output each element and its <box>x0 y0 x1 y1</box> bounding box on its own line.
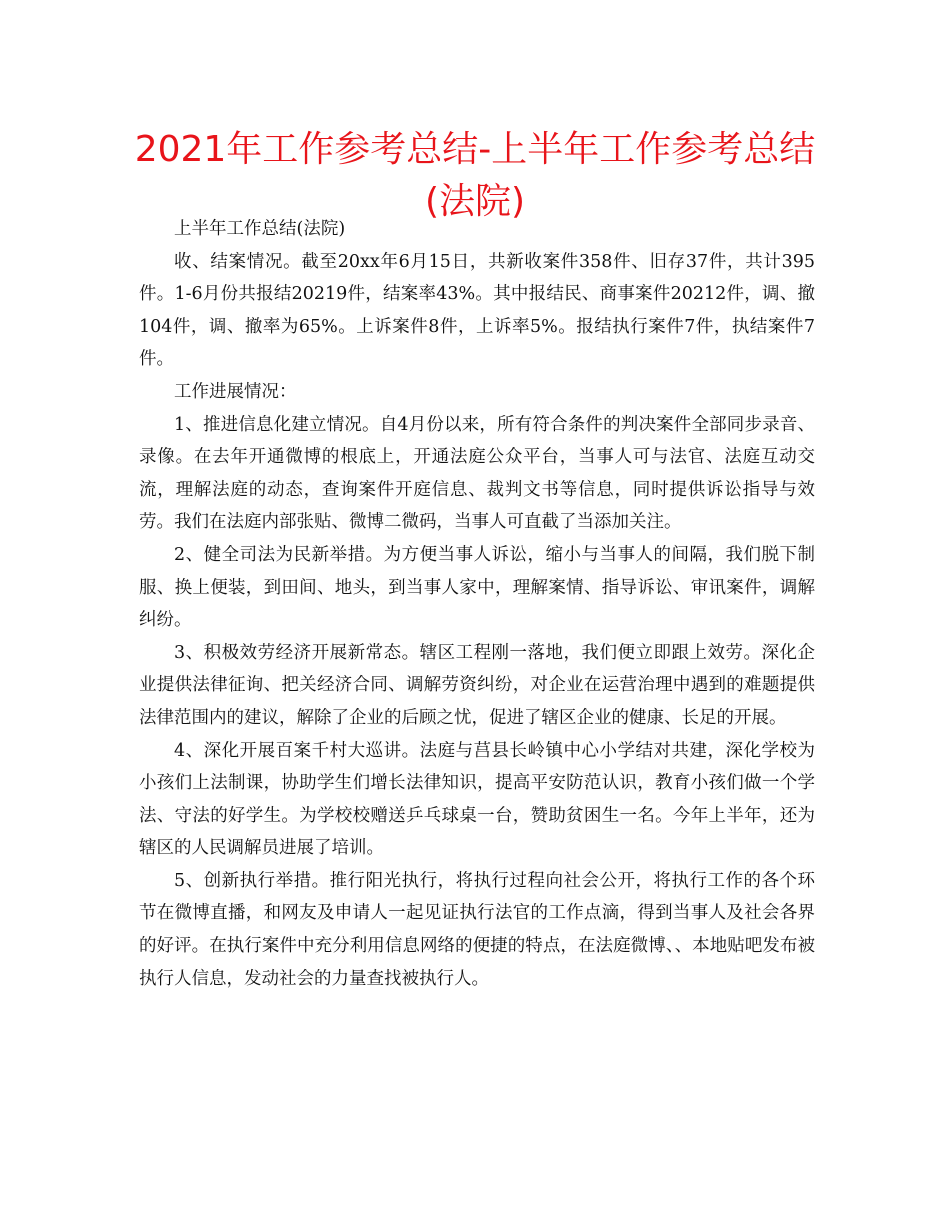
document-body <box>139 213 815 995</box>
paragraph-item-3: 3、积极效劳经济开展新常态。辖区工程刚一落地，我们便立即跟上效劳。深化企业提供法律征询、把关经济合同、调解劳资纠纷，对企业在运营治理中遇到的难题提供法律范围内的建议，解除了企业的后顾之忧，促进了辖区企业的健康、长足的开展。 <box>139 642 815 728</box>
paragraph-progress-heading: 工作进展情况： <box>174 381 297 402</box>
paragraph-item-5: 5、创新执行举措。推行阳光执行，将执行过程向社会公开，将执行工作的各个环节在微博直播，和网友及申请人一起见证执行法官的工作点滴，得到当事人及社会各界的好评。在执行案件中充分利用信息网络的便捷的特点，在法庭微博、、本地贴吧发布被执行人信息，发动社会的力量查找被执行人。 <box>139 870 815 989</box>
document-title: 2021年工作参考总结-上半年工作参考总结(法院) <box>134 129 816 222</box>
paragraph-subtitle: 上半年工作总结(法院) <box>174 219 346 239</box>
paragraph-item-4: 4、深化开展百案千村大巡讲。法庭与莒县长岭镇中心小学结对共建，深化学校为小孩们上法制课，协助学生们增长法律知识，提高平安防范认识，教育小孩们做一个学法、守法的好学生。为学校校赠送乒乓球桌一台，赞助贫困生一名。今年上半年，还为辖区的人民调解员进展了培训。 <box>139 740 815 859</box>
paragraph-item-2: 2、健全司法为民新举措。为方便当事人诉讼，缩小与当事人的间隔，我们脱下制服、换上便装，到田间、地头，到当事人家中，理解案情、指导诉讼、审讯案件，调解纠纷。 <box>139 544 815 631</box>
paragraph-item-1: 1、推进信息化建立情况。自4月份以来，所有符合条件的判决案件全部同步录音、录像。在去年开通微博的根底上，开通法庭公众平台，当事人可与法官、法庭互动交流，理解法庭的动态，查询案件开庭信息、裁判文书等信息，同时提供诉讼指导与效劳。我们在法庭内部张贴、微博二微码，当事人可直截了当添加关注。 <box>139 414 815 533</box>
paragraph-case-statistics: 收、结案情况。截至20xx年6月15日，共新收案件358件、旧存37件，共计395件。1-6月份共报结20219件，结案率43%。其中报结民、商事案件20212件，调、撤104件，调、撤率为65%。上诉案件8件，上诉率5%。报结执行案件7件，执结案件7件。 <box>139 251 815 370</box>
